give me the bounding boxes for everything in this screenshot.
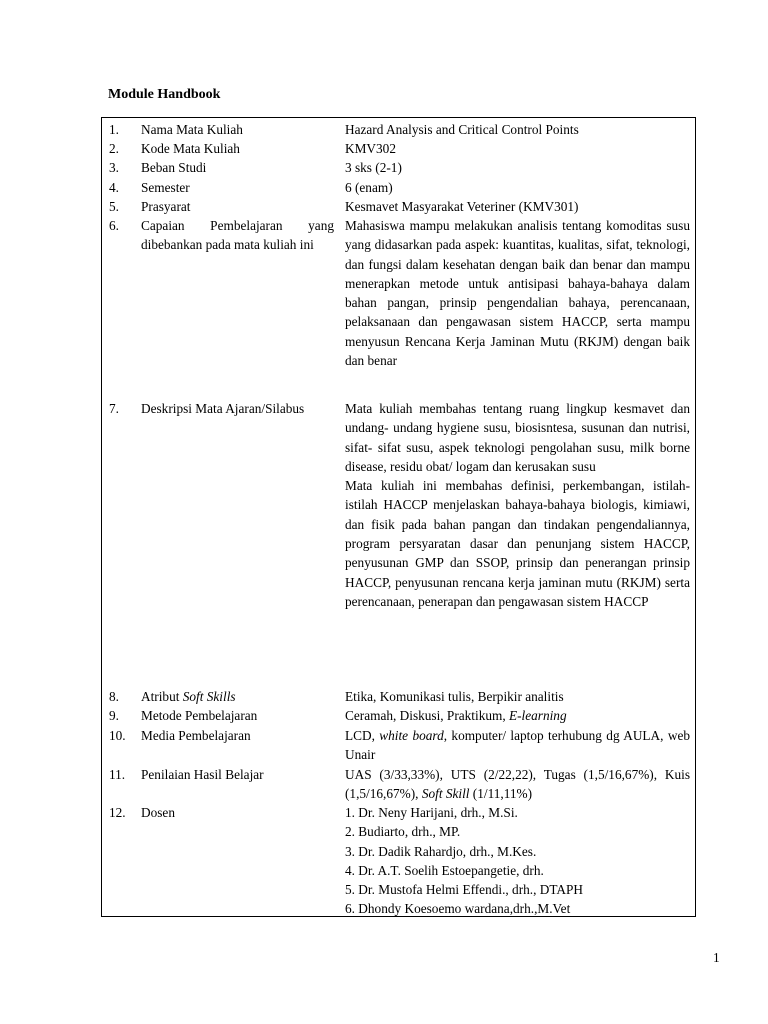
row-label: Kode Mata Kuliah <box>141 141 240 156</box>
label-text: Atribut <box>141 689 183 704</box>
row-number: 8. <box>109 689 119 704</box>
lecturer-item: 4. Dr. A.T. Soelih Estoepangetie, drh. <box>345 862 544 878</box>
value-emphasis: Soft Skill <box>421 786 470 802</box>
row-label: Media Pembelajaran <box>141 728 251 743</box>
lecturer-item: 2. Budiarto, drh., MP. <box>345 824 461 840</box>
syllabus-paragraph: Mata kuliah ini membahas definisi, perkembangan, istilah- istilah HACCP menjelaskan bahaya-bahaya biologis, kimiawi, dan fisik pada bahan pangan dan tindakan pengendaliannya, program persyaratan dasar dan penunjang sistem HACCP, penyusunan GMP dan SSOP, prinsip dan penerangan prinsip HACCP, penyusunan rencana kerja jaminan mutu (RKJM) serta perencanaan, penerapan dan pengawasan sistem HACCP <box>345 478 690 609</box>
row-value <box>345 706 690 725</box>
row-label: Penilaian Hasil Belajar <box>141 767 264 782</box>
label-emphasis: Soft Skills <box>182 689 236 704</box>
row-number: 10. <box>109 728 126 743</box>
row-number: 9. <box>109 708 119 723</box>
row-label: Deskripsi Mata Ajaran/Silabus <box>141 401 305 416</box>
row-number: 6. <box>109 218 119 233</box>
row-value <box>345 399 690 611</box>
row-number: 11. <box>109 767 126 782</box>
row-value: 6 (enam) <box>345 180 393 195</box>
row-value <box>345 726 690 765</box>
row-number: 5. <box>109 199 119 214</box>
value-text: LCD, <box>345 728 380 743</box>
row-value: Mahasiswa mampu melakukan analisis tentang komoditas susu yang didasarkan pada aspek: kuantitas, kualitas, sifat, teknologi, dan fungsi dalam kesehatan dengan baik dan benar dan mampu menerapkan metode untuk antisipasi bahaya-bahaya dalam bahan pangan, prinsip pengendalian bahaya, perencanaan, pelaksanaan dan pengawasan sistem HACCP, serta mampu menyusun Rencana Kerja Jaminan Mutu (RKJM) dengan baik dan benar <box>345 218 690 369</box>
row-value: KMV302 <box>345 141 396 156</box>
row-label: Beban Studi <box>141 160 207 175</box>
lecturer-item: 3. Dr. Dadik Rahardjo, drh., M.Kes. <box>345 843 537 859</box>
row-label: Metode Pembelajaran <box>141 708 258 723</box>
row-label: Semester <box>141 180 190 195</box>
value-text: Ceramah, Diskusi, Praktikum, <box>345 708 509 723</box>
lecturer-item: 1. Dr. Neny Harijani, drh., M.Si. <box>345 805 518 820</box>
row-value: Kesmavet Masyarakat Veteriner (KMV301) <box>345 199 579 214</box>
value-text: (1/11,11%) <box>469 786 533 802</box>
row-value <box>345 765 690 804</box>
row-label <box>141 687 334 706</box>
row-value: Etika, Komunikasi tulis, Berpikir analitis <box>345 689 564 704</box>
page-number: 1 <box>713 950 720 965</box>
row-value: Hazard Analysis and Critical Control Points <box>345 122 579 137</box>
value-emphasis: white board <box>379 728 444 743</box>
row-label: Capaian Pembelajaran yang dibebankan pada mata kuliah ini <box>141 218 334 253</box>
course-info-table <box>101 117 696 917</box>
row-number: 7. <box>109 401 119 416</box>
row-label: Nama Mata Kuliah <box>141 122 243 137</box>
value-emphasis: E-learning <box>508 708 567 723</box>
row-number: 12. <box>109 805 126 820</box>
row-value: 3 sks (2-1) <box>345 160 402 175</box>
value-text: UAS (3/33,33%), UTS (2/22,22), Tugas (1,5/16,67%), Kuis (1,5/16,67%), <box>345 767 690 802</box>
row-number: 2. <box>109 141 119 156</box>
row-number: 4. <box>109 180 119 195</box>
row-number: 3. <box>109 160 119 175</box>
row-label: Prasyarat <box>141 199 191 214</box>
row-number: 1. <box>109 122 119 137</box>
lecturer-item: 5. Dr. Mustofa Helmi Effendi., drh., DTAPH <box>345 882 584 898</box>
row-label: Dosen <box>141 805 175 820</box>
lecturer-list <box>345 803 690 919</box>
page-title: Module Handbook <box>108 87 221 102</box>
value-text: , komputer/ laptop terhubung dg AULA, web Unair <box>345 728 690 763</box>
syllabus-paragraph: Mata kuliah membahas tentang ruang lingkup kesmavet dan undang- undang hygiene susu, biosisntesa, susunan dan nutrisi, sifat- sifat susu, aspek teknologi pengolahan susu, milk borne disease, residu obat/ logam dan kerusakan susu <box>345 401 690 474</box>
lecturer-item: 6. Dhondy Koesoemo wardana,drh.,M.Vet <box>345 901 571 917</box>
